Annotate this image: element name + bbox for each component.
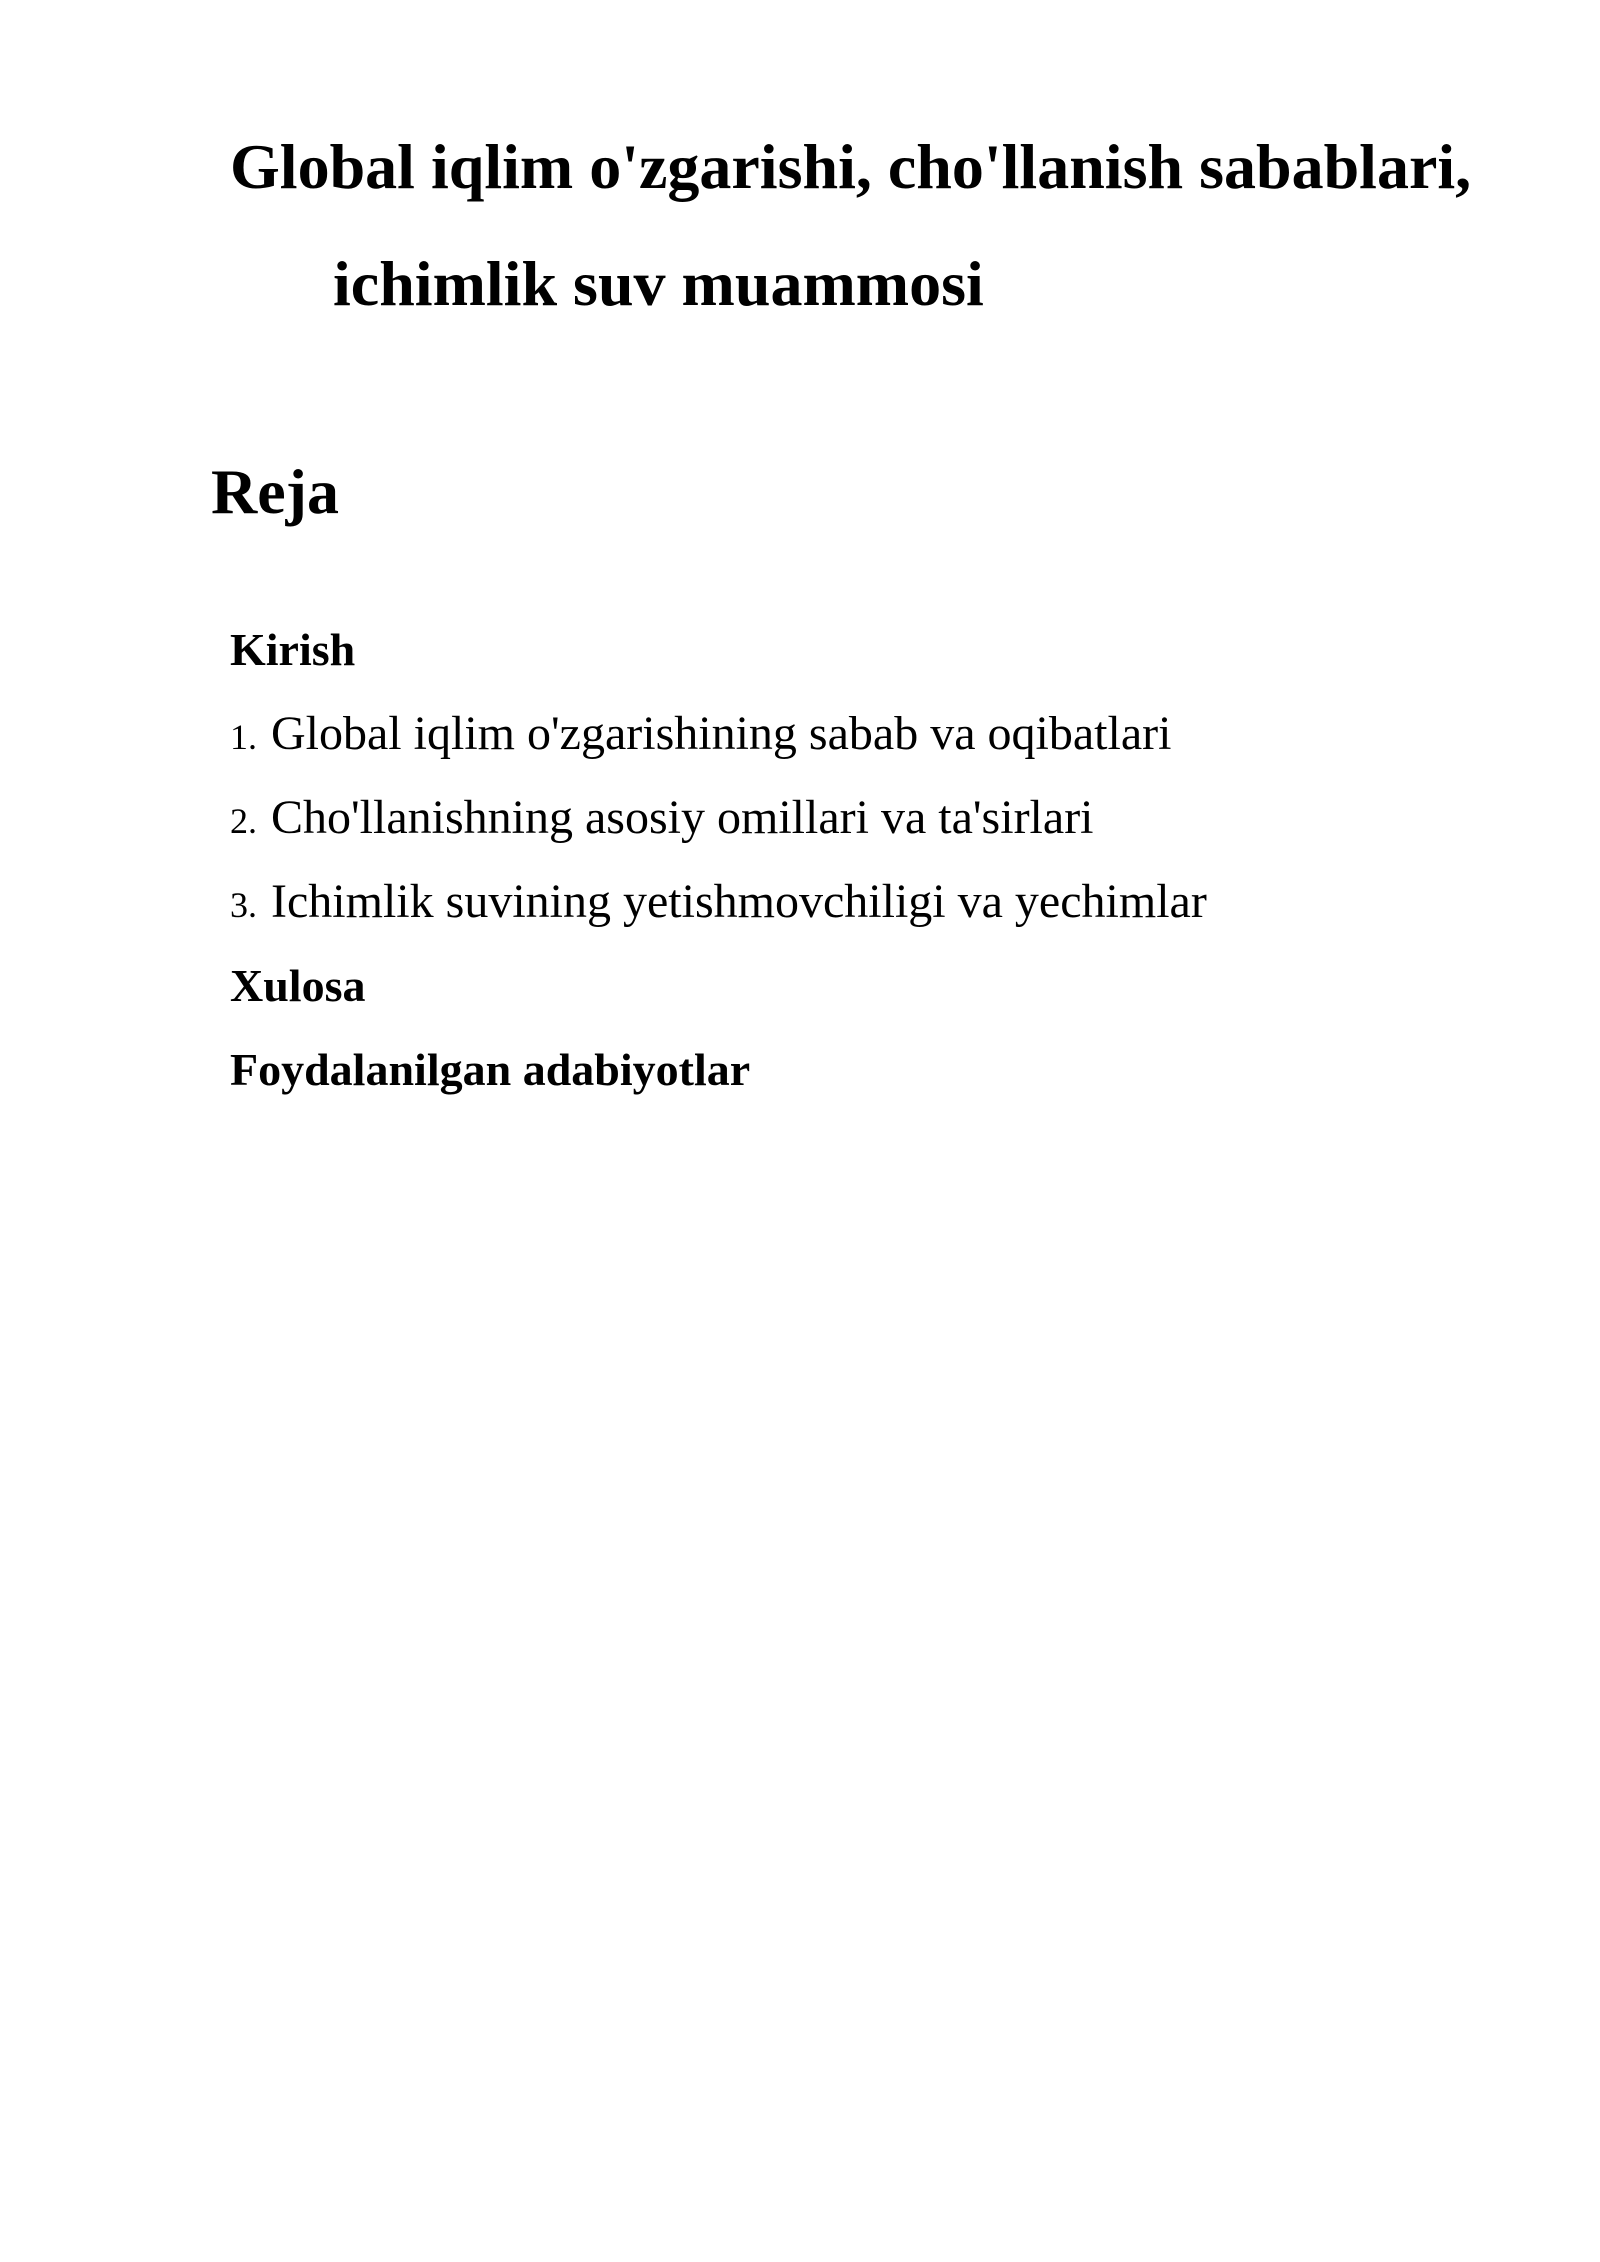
plan-item-number: 2. (230, 801, 257, 841)
plan-list (230, 622, 1207, 1126)
plan-item-intro: Kirish (230, 624, 356, 675)
plan-item-number: 1. (230, 717, 257, 757)
plan-item-text: Ichimlik suvining yetishmovchiligi va yechimlar (271, 875, 1207, 928)
plan-item-number: 3. (230, 885, 257, 925)
plan-item-1 (230, 706, 1207, 790)
plan-item-3 (230, 874, 1207, 958)
plan-item-references: Foydalanilgan adabiyotlar (230, 1044, 751, 1095)
plan-heading: Reja (211, 456, 339, 527)
plan-item-text: Cho'llanishning asosiy omillari va ta'sirlari (271, 791, 1094, 844)
document-title-line-2: ichimlik suv muammosi (333, 248, 984, 319)
plan-item-text: Global iqlim o'zgarishining sabab va oqibatlari (271, 707, 1172, 760)
plan-item-conclusion: Xulosa (230, 960, 366, 1011)
document-title-line-1: Global iqlim o'zgarishi, cho'llanish sabablari, (230, 131, 1472, 202)
plan-item-2 (230, 790, 1207, 874)
